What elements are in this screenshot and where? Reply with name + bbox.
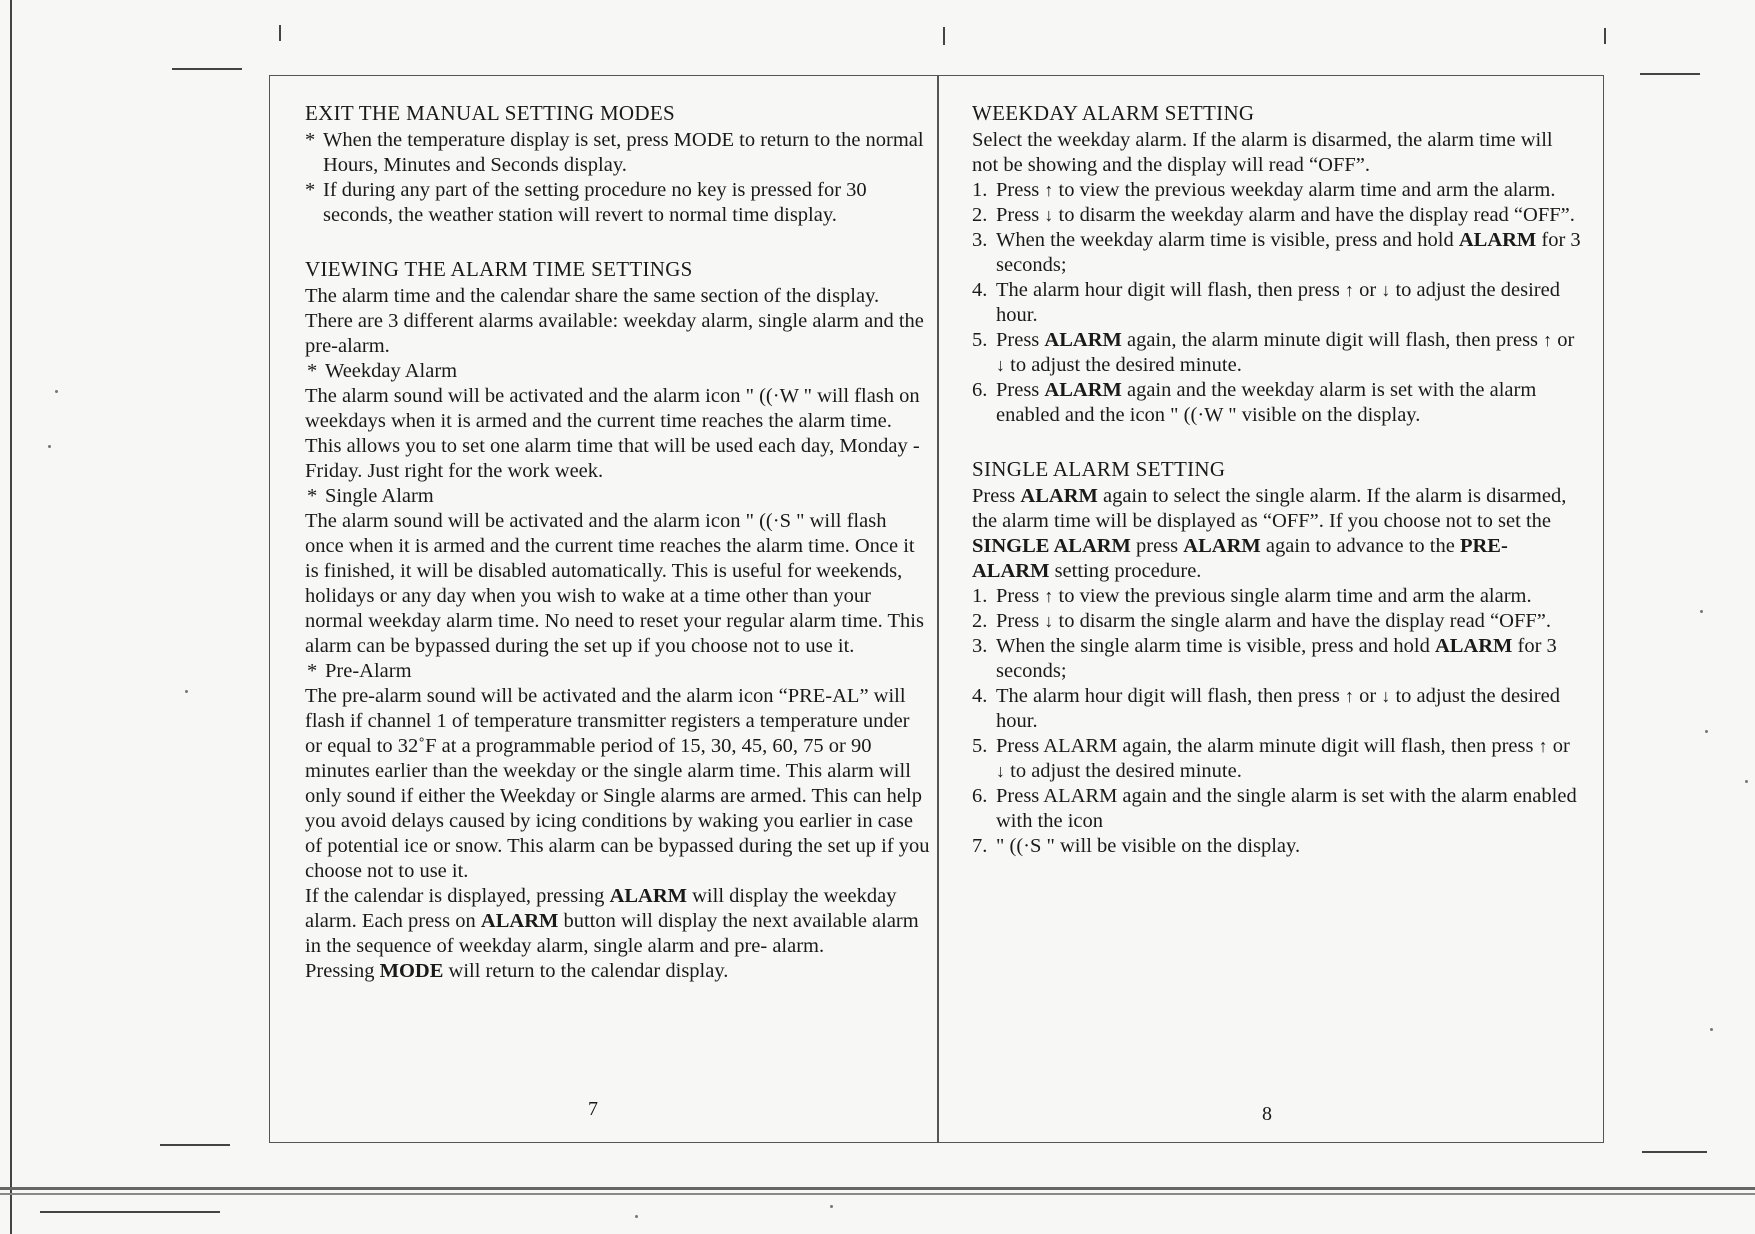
- list-item: 3. When the single alarm time is visible, press and hold ALARM for 3 seconds;: [972, 635, 1557, 682]
- asterisk-icon: *: [305, 179, 316, 201]
- down-arrow-icon: ↓: [996, 355, 1005, 375]
- list-item: 2. Press ↓ to disarm the weekday alarm and have the display read “OFF”.: [972, 204, 1575, 226]
- up-arrow-icon: ↑: [1538, 736, 1548, 756]
- asterisk-icon: *: [307, 485, 318, 507]
- asterisk-icon: *: [307, 660, 318, 682]
- page-8-content: [972, 100, 1582, 859]
- paragraph: If the calendar is displayed, pressing ALARM will display the weekday alarm. Each press on ALARM button will display the next available alarm in the sequence of weekday alarm, single alarm and pre- alarm.: [305, 885, 919, 957]
- down-arrow-icon: ↓: [1381, 686, 1391, 706]
- scan-tick: [40, 1211, 220, 1213]
- up-arrow-icon: ↑: [1044, 586, 1054, 606]
- asterisk-icon: *: [307, 360, 318, 382]
- section-title-viewing: VIEWING THE ALARM TIME SETTINGS: [305, 257, 693, 281]
- paragraph: The alarm sound will be activated and the alarm icon " ((·W " will flash on weekdays when it is armed and the current time reaches the alarm time. This allows you to set one alarm time that will be used each day, Monday - Friday. Just right for the work week.: [305, 385, 920, 482]
- scan-speck: [1745, 780, 1748, 783]
- paragraph: The alarm sound will be activated and the alarm icon " ((·S " will flash once when it is armed and the current time reaches the alarm time. Once it is finished, it will be disabled automatically. This is useful for weekends, holidays or any day when you wish to wake at a time other than your normal weekday alarm time. No need to reset your regular alarm time. This alarm can be bypassed during the set up if you choose not to use it.: [305, 510, 924, 657]
- scan-tick: [160, 1144, 230, 1146]
- scan-speck: [1710, 1028, 1713, 1031]
- up-arrow-icon: ↑: [1345, 686, 1354, 706]
- steps-single: [972, 584, 1582, 859]
- scan-tick: [943, 27, 945, 45]
- list-item: 5. Press ALARM again, the alarm minute digit will flash, then press ↑ or ↓ to adjust the desired minute.: [972, 735, 1570, 782]
- scan-rule-bottom-2: [0, 1193, 1755, 1195]
- scan-rule-bottom: [0, 1187, 1755, 1190]
- bullet-item: * If during any part of the setting procedure no key is pressed for 30 seconds, the weather station will revert to normal time display.: [305, 179, 867, 226]
- section-title-exit: EXIT THE MANUAL SETTING MODES: [305, 101, 675, 125]
- up-arrow-icon: ↑: [1044, 180, 1054, 200]
- paragraph: Press ALARM again to select the single alarm. If the alarm is disarmed, the alarm time will be displayed as “OFF”. If you choose not to set the SINGLE ALARM press ALARM again to advance to the PRE-ALARM setting procedure.: [972, 485, 1567, 582]
- list-item: 5. Press ALARM again, the alarm minute digit will flash, then press ↑ or ↓ to adjust the desired minute.: [972, 329, 1575, 376]
- paragraph: Pressing MODE will return to the calendar display.: [305, 960, 729, 982]
- down-arrow-icon: ↓: [996, 761, 1005, 781]
- list-item: 1. Press ↑ to view the previous weekday alarm time and arm the alarm.: [972, 179, 1556, 201]
- subhead-pre-alarm: * Pre-Alarm: [307, 660, 412, 682]
- steps-weekday: [972, 178, 1582, 428]
- up-arrow-icon: ↑: [1345, 280, 1354, 300]
- page-number: 8: [1262, 1103, 1272, 1125]
- scan-speck: [635, 1215, 638, 1218]
- page-7-content: [305, 100, 930, 984]
- scan-tick: [1640, 73, 1700, 75]
- scan-speck: [55, 390, 58, 393]
- list-item: 4. The alarm hour digit will flash, then press ↑ or ↓ to adjust the desired hour.: [972, 685, 1560, 732]
- down-arrow-icon: ↓: [1381, 280, 1391, 300]
- list-item: 7. " ((·S " will be visible on the display.: [972, 835, 1301, 857]
- scan-speck: [185, 690, 188, 693]
- subhead-single: * Single Alarm: [307, 485, 434, 507]
- paragraph: The alarm time and the calendar share the same section of the display.: [305, 285, 880, 307]
- list-item: 2. Press ↓ to disarm the single alarm and have the display read “OFF”.: [972, 610, 1551, 632]
- list-item: 6. Press ALARM again and the single alarm is set with the alarm enabled with the icon: [972, 785, 1577, 832]
- list-item: 3. When the weekday alarm time is visible, press and hold ALARM for 3 seconds;: [972, 229, 1581, 276]
- scan-speck: [48, 445, 51, 448]
- scan-speck: [1700, 610, 1703, 613]
- bullet-item: * When the temperature display is set, press MODE to return to the normal Hours, Minutes and Seconds display.: [305, 129, 924, 176]
- section-title-single-setting: SINGLE ALARM SETTING: [972, 457, 1226, 481]
- scan-tick: [172, 68, 242, 70]
- section-title-weekday-setting: WEEKDAY ALARM SETTING: [972, 101, 1255, 125]
- scan-edge-left: [10, 0, 12, 1234]
- page-divider: [937, 75, 939, 1143]
- scan-speck: [830, 1205, 833, 1208]
- subhead-weekday: * Weekday Alarm: [307, 360, 458, 382]
- asterisk-icon: *: [305, 129, 316, 151]
- list-item: 1. Press ↑ to view the previous single alarm time and arm the alarm.: [972, 585, 1532, 607]
- scan-tick: [279, 25, 281, 41]
- scan-tick: [1642, 1151, 1707, 1153]
- up-arrow-icon: ↑: [1543, 330, 1553, 350]
- paragraph: Select the weekday alarm. If the alarm is disarmed, the alarm time will not be showing and the display will read “OFF”.: [972, 129, 1553, 176]
- paragraph: The pre-alarm sound will be activated and the alarm icon “PRE-AL” will flash if channel 1 of temperature transmitter registers a temperature under or equal to 32˚F at a programmable period of 15, 30, 45, 60, 75 or 90 minutes earlier than the weekday or the single alarm time. This alarm will only sound if either the Weekday or Single alarms are armed. This can help you avoid delays caused by icing conditions by waking you earlier in case of potential ice or snow. This alarm can be bypassed during the set up if you choose not to use it.: [305, 685, 930, 882]
- scan-tick: [1604, 28, 1606, 44]
- list-item: 6. Press ALARM again and the weekday alarm is set with the alarm enabled and the icon " ((·W " visible on the display.: [972, 379, 1537, 426]
- paragraph: There are 3 different alarms available: weekday alarm, single alarm and the pre-alarm.: [305, 310, 924, 357]
- list-item: 4. The alarm hour digit will flash, then press ↑ or ↓ to adjust the desired hour.: [972, 279, 1560, 326]
- scan-speck: [1705, 730, 1708, 733]
- down-arrow-icon: ↓: [1044, 611, 1054, 631]
- down-arrow-icon: ↓: [1044, 205, 1054, 225]
- page-number: 7: [588, 1098, 598, 1120]
